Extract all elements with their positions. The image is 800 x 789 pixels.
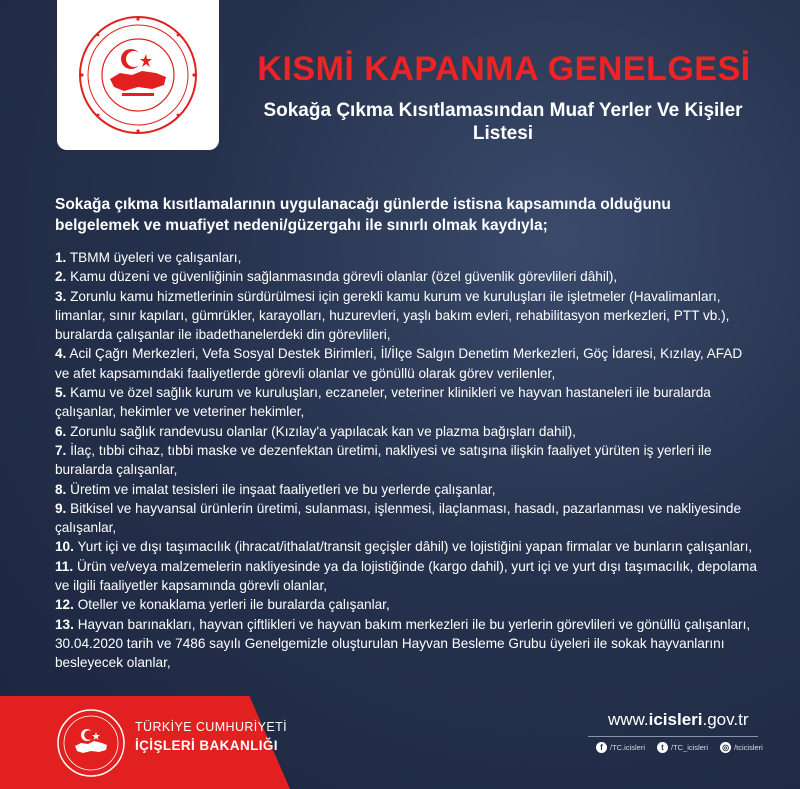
- ministry-name-line1: TÜRKİYE CUMHURİYETİ: [135, 720, 288, 734]
- facebook-icon: f: [596, 742, 607, 753]
- list-item-number: 7.: [55, 442, 67, 458]
- list-item-text: Yurt içi ve dışı taşımacılık (ihracat/ithalat/transit geçişler dâhil) ve lojistiğini yapan firmalar ve bunların çalışanları,: [77, 539, 753, 555]
- list-item-text: Kamu düzeni ve güvenliğinin sağlanmasında görevli olanlar (özel güvenlik görevlileri dâhil),: [70, 269, 618, 285]
- list-item: [55, 248, 760, 267]
- list-item-number: 8.: [55, 481, 67, 497]
- list-item: [55, 344, 760, 383]
- list-item: [55, 480, 760, 499]
- footer-seal-icon: [56, 708, 126, 778]
- list-item-number: 13.: [55, 616, 74, 632]
- list-item-number: 5.: [55, 385, 67, 401]
- list-item: [55, 595, 760, 614]
- social-link[interactable]: [657, 742, 708, 753]
- page-subtitle: Sokağa Çıkma Kısıtlamasından Muaf Yerler Ve Kişiler Listesi: [263, 100, 743, 144]
- list-item: [55, 499, 760, 538]
- ministry-name-line2: İÇİŞLERİ BAKANLIĞI: [135, 738, 278, 753]
- social-link[interactable]: [596, 742, 645, 753]
- list-item: [55, 267, 760, 286]
- list-item-text: Hayvan barınakları, hayvan çiftlikleri ve hayvan bakım merkezleri ile bu yerlerin görevlileri ve gönüllü çalışanları, 30.04.2020 tarih ve 7486 sayılı Genelgemizle oluşturulan Hayvan Besleme Grubu üyeleri ile sokak hayvanlarını besleyecek olanlar,: [55, 616, 751, 671]
- list-item-number: 3.: [55, 288, 67, 304]
- social-handle: /TC_icisleri: [671, 743, 709, 752]
- list-item-number: 11.: [55, 558, 74, 574]
- list-item-text: Bitkisel ve hayvansal ürünlerin üretimi, sulanması, işlenmesi, ilaçlanması, hasadı, pazarlanması ve nakliyesinde çalışanlar,: [55, 500, 742, 536]
- website-suffix: .gov.tr: [702, 710, 749, 729]
- list-item: [55, 441, 760, 480]
- page-title: KISMİ KAPANMA GENELGESİ: [257, 50, 751, 88]
- list-item-text: Üretim ve imalat tesisleri ile inşaat faaliyetleri ve bu yerlerde çalışanlar,: [70, 481, 496, 497]
- list-item-number: 6.: [55, 423, 67, 439]
- twitter-icon: t: [657, 742, 668, 753]
- list-item-text: Oteller ve konaklama yerleri ile buralarda çalışanlar,: [77, 597, 390, 613]
- logo-card: [57, 0, 219, 150]
- list-item-text: Zorunlu sağlık randevusu olanlar (Kızılay'a yapılacak kan ve plazma bağışları dahil),: [70, 423, 576, 439]
- list-item: [55, 557, 760, 596]
- list-item-number: 9.: [55, 500, 67, 516]
- website-link[interactable]: [608, 710, 748, 730]
- list-item: [55, 422, 760, 441]
- list-item: [55, 287, 760, 345]
- list-item-number: 12.: [55, 597, 74, 613]
- list-item-text: Ürün ve/veya malzemelerin nakliyesinde ya da lojistiğinde (kargo dahil), yurt içi ve yurt dışı taşımacılık, depolama ve ilgili faaliyetler kapsamında görevli olanlar,: [55, 558, 757, 594]
- exemption-list: [55, 248, 760, 673]
- website-prefix: www.: [608, 710, 649, 729]
- social-link[interactable]: [720, 742, 763, 753]
- intro-paragraph: Sokağa çıkma kısıtlamalarının uygulanacağı günlerde istisna kapsamında olduğunu belgelemek ve muafiyet nedeni/güzergahı ile sınırlı olmak kaydıyla;: [55, 196, 671, 234]
- list-item-text: Zorunlu kamu hizmetlerinin sürdürülmesi için gerekli kamu kurum ve kuruluşları ile işletmeler (Havalimanları, limanlar, sınır kapıları, gümrükler, karayolları, huzurevleri, yaşlı bakım evleri, rehabilitasyon merkezleri, PTT vb.), buralarda çalışanlar ile ibadethanelerdeki din görevlileri,: [55, 288, 730, 343]
- list-item: [55, 615, 760, 673]
- social-links: [596, 742, 763, 753]
- website-domain: icisleri: [648, 710, 703, 729]
- list-item: [55, 383, 760, 422]
- social-handle: /tcicisleri: [734, 743, 763, 752]
- list-item: [55, 537, 760, 556]
- ministry-seal-icon: [76, 13, 200, 137]
- list-item-text: TBMM üyeleri ve çalışanları,: [69, 250, 242, 265]
- list-item-number: 4.: [55, 346, 67, 362]
- footer-divider: [588, 736, 758, 737]
- list-item-text: Kamu ve özel sağlık kurum ve kuruluşları, eczaneler, veteriner klinikleri ve hayvan hastaneleri ile buralarda çalışanlar, hekimler ve veteriner hekimler,: [55, 385, 711, 420]
- social-handle: /TC.icisleri: [610, 743, 645, 752]
- list-item-number: 1.: [55, 250, 67, 265]
- instagram-icon: ◎: [720, 742, 731, 753]
- list-item-text: İlaç, tıbbi cihaz, tıbbi maske ve dezenfektan üretimi, nakliyesi ve satışına ilişkin faaliyet yürüten iş yerleri ile buralarda çalışanlar,: [55, 442, 712, 478]
- list-item-number: 2.: [55, 269, 67, 285]
- list-item-number: 10.: [55, 539, 74, 555]
- list-item-text: Acil Çağrı Merkezleri, Vefa Sosyal Destek Birimleri, İl/İlçe Salgın Denetim Merkezleri, Göç İdaresi, Kızılay, AFAD ve afet kapsamındaki faaliyetlerde görevli olanlar ve gönüllü olarak görev verilenler,: [55, 346, 743, 381]
